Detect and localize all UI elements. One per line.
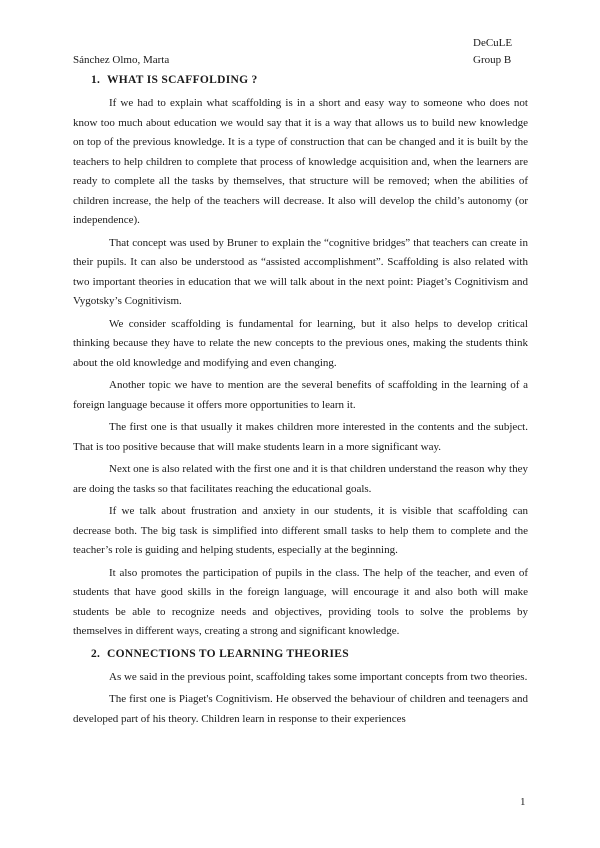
paragraph: That concept was used by Bruner to explain the “cognitive bridges” that teachers can create in their pupils. It can also be understood as “assisted accomplishment”. Scaffolding is also related with two important theories in education that we will talk about in the next point: Piaget’s Cognitivism and Vygotsky’s Cognitivism. <box>73 236 528 307</box>
paragraph: We consider scaffolding is fundamental for learning, but it also helps to develop critical thinking because they have to relate the new concepts to the previous ones, making the students think about the old knowledge and modifying and even changing. <box>73 317 528 369</box>
paragraph: The first one is that usually it makes children more interested in the contents and the subject. That is too positive because that will make students learn in a more significant way. <box>73 421 528 453</box>
paragraph: If we talk about frustration and anxiety in our students, it is visible that scaffolding can decrease both. The big task is simplified into different small tasks to help them to complete and the teacher’s role is guiding and helping students, especially at the beginning. <box>73 505 528 556</box>
paragraph: It also promotes the participation of pupils in the class. The help of the teacher, and even of students that have good skills in the foreign language, will encourage it and also both will make students be able to recognize needs and objectives, providing tools to solve the problems by themselves in different ways, creating a strong and significant knowledge. <box>73 566 528 637</box>
section-2-title: CONNECTIONS TO LEARNING THEORIES <box>107 647 349 660</box>
paragraph: Next one is also related with the first one and it is that children understand the reason why they are doing the tasks so that facilitates reaching the educational goals. <box>73 463 528 495</box>
page-number: 1 <box>520 796 526 808</box>
paragraph: The first one is Piaget's Cognitivism. He observed the behaviour of children and teenagers and developed part of his theory. Children learn in response to their experiences <box>73 693 528 725</box>
section-1-title: WHAT IS SCAFFOLDING ? <box>107 74 258 86</box>
document-body <box>73 72 528 732</box>
section-2-heading <box>73 646 528 662</box>
paragraph: Another topic we have to mention are the several benefits of scaffolding in the learning of a foreign language because it offers more opportunities to learn it. <box>73 379 528 411</box>
section-1-heading <box>73 72 528 88</box>
section-1-number: 1. <box>91 74 101 86</box>
header-course: DeCuLE <box>473 37 513 49</box>
paragraph: As we said in the previous point, scaffolding takes some important concepts from two theories. <box>109 670 528 683</box>
header-author: Sánchez Olmo, Marta <box>73 54 170 66</box>
paragraph: If we had to explain what scaffolding is in a short and easy way to someone who does not know too much about education we would say that it is a way that allows us to build new knowledge on top of the previous knowledge. It is a type of construction that can be changed and it is built by the teachers to help children to complete that process of knowledge acquisition and, when the learners are ready to complete all the tasks by themselves, that structure will be removed; when the abilities of children increase, the help of the teachers will decrease. It also will develop the child’s autonomy (or independence). <box>73 97 528 226</box>
header-group: Group B <box>473 54 512 66</box>
section-2-number: 2. <box>91 647 101 660</box>
